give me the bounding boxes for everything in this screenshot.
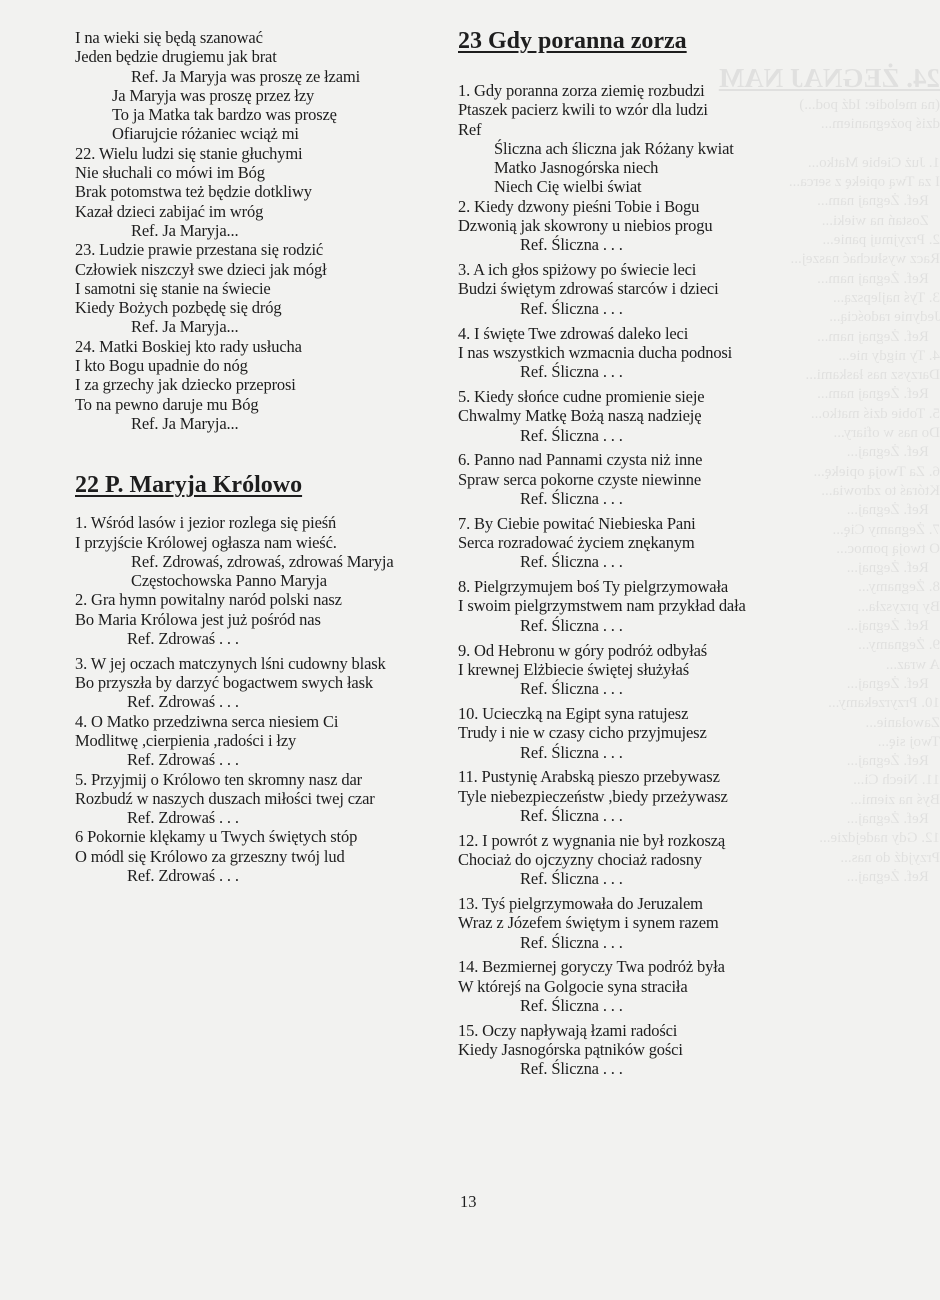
verse-line: 13. Tyś pielgrzymowała do Jeruzalem	[458, 894, 703, 914]
chorus-line: Niech Cię wielbi świat	[494, 177, 642, 197]
verse-line: 14. Bezmiernej goryczy Twa podróż była	[458, 957, 725, 977]
refrain-line: Ofiarujcie różaniec wciąż mi	[112, 124, 299, 144]
verse-line: 15. Oczy napływają łzami radości	[458, 1020, 678, 1040]
verse-line: I kto Bogu upadnie do nóg	[75, 356, 248, 376]
refrain-line: Ref. Śliczna . . .	[520, 996, 623, 1016]
page-number: 13	[460, 1192, 477, 1211]
chorus-line: Matko Jasnogórska niech	[494, 158, 659, 178]
verse-line: Jeden będzie drugiemu jak brat	[75, 47, 277, 67]
verse-line: Brak potomstwa też będzie dotkliwy	[75, 182, 312, 202]
refrain-line: Ref. Śliczna . . .	[520, 615, 623, 635]
left-column	[75, 28, 445, 885]
verse-line: Budzi świętym zdrowaś starców i dzieci	[458, 279, 719, 299]
refrain-line: Ref. Zdrowaś . . .	[127, 750, 239, 770]
verse-line: 6. Panno nad Pannami czysta niż inne	[458, 450, 703, 470]
refrain-line: Częstochowska Panno Maryja	[131, 571, 327, 591]
verse-line: 3. W jej oczach matczynych lśni cudowny blask	[75, 653, 386, 673]
bleed-through-text: 24. ŻEGNAJ NAM (na melodie: Idź pod...) dziś pożegnaniem... 1. Już Ciebie Matko... I za Twą opiekę z serca... Ref. Żegnaj nam... Zostań na wieki... 2. Przyjmuj panie... Racz wysłuchać naszej... Ref. Żegnaj nam... 3. Tyś najlepszą... Jedynie radością... Ref. Żegnaj nam... 4. Ty nigdy nie... Darzysz nas łaskami... Ref. Żegnaj nam... 5. Tobie dziś matko... Do nas w ofiary... Ref. Żegnaj... 6. Za Twoją opiekę... Któraś to zdrowia... Ref. Żegnaj... 7. Żegnamy Cię... O twoją pomoc... Ref. Żegnaj... 8. Żegnamy... By przyszła... Ref. Żegnaj... 9. Żegnamy... A wraz... Ref. Żegnaj... 10. Przyrzekamy... Zawołanie... Twoj się... Ref. Żegnaj... 11. Niech Ci... Byś na ziemi... Ref. Żegnaj... 12. Gdy nadejdzie... Przyjdź do nas... Ref. Żegnaj...	[718, 63, 940, 885]
verse-line: Serca rozradować życiem znękanym	[458, 533, 695, 553]
verse-line: 24. Matki Boskiej kto rady usłucha	[75, 336, 302, 356]
verse-line: 5. Przyjmij o Królowo ten skromny nasz dar	[75, 769, 362, 789]
verse-line: Tyle niebezpieczeństw ,biedy przeżywasz	[458, 786, 728, 806]
verse-line: Wraz z Józefem świętym i synem razem	[458, 913, 719, 933]
verse-line: Rozbudź w naszych duszach miłości twej czar	[75, 788, 375, 808]
refrain-line: Ja Maryja was proszę przez łzy	[112, 85, 315, 105]
verse-line: 7. By Ciebie powitać Niebieska Pani	[458, 513, 696, 533]
refrain-line: Ref. Śliczna . . .	[520, 805, 623, 825]
verse-line: 4. I święte Twe zdrowaś daleko leci	[458, 323, 689, 343]
verse-line: 1. Gdy poranna zorza ziemię rozbudzi	[458, 81, 705, 100]
verse-line: I krewnej Elżbiecie świętej służyłaś	[458, 659, 690, 679]
verse-line: Chwalmy Matkę Bożą naszą nadzieję	[458, 406, 702, 426]
refrain-line: Ref. Śliczna . . .	[520, 742, 623, 762]
refrain-line: Ref. Śliczna . . .	[520, 235, 623, 255]
song-continuation	[75, 28, 445, 433]
verse-line: 10. Ucieczką na Egipt syna ratujesz	[458, 703, 689, 723]
verse-line: 23. Ludzie prawie przestana się rodzić	[75, 240, 324, 260]
refrain-line: Ref. Zdrowaś . . .	[127, 629, 239, 649]
verse-line: 22. Wielu ludzi się stanie głuchymi	[75, 143, 303, 163]
verse-line: Ref	[458, 119, 482, 139]
verse-line: I swoim pielgrzymstwem nam przykład dała	[458, 596, 746, 616]
verse-line: Spraw serca pokorne czyste niewinne	[458, 469, 702, 489]
refrain-line: Ref. Ja Maryja...	[131, 413, 239, 433]
verse-line: 4. O Matko przedziwna serca niesiem Ci	[75, 711, 339, 731]
refrain-line: Ref. Ja Maryja...	[131, 220, 239, 240]
verse-line: To na pewno daruje mu Bóg	[75, 394, 259, 414]
verse-line: I samotni się stanie na świecie	[75, 278, 271, 298]
verse-line: 6 Pokornie klękamy u Twych świętych stóp	[75, 827, 358, 847]
verse-line: 11. Pustynię Arabską pieszo przebywasz	[458, 767, 720, 787]
song-lyrics	[75, 513, 445, 885]
song-lyrics	[458, 81, 878, 1079]
song-title: 22 P. Maryja Królowo	[75, 472, 303, 499]
verse-line: 12. I powrót z wygnania nie był rozkoszą	[458, 830, 726, 850]
verse-line: 2. Kiedy dzwony pieśni Tobie i Bogu	[458, 196, 700, 216]
verse-line: W którejś na Golgocie syna straciła	[458, 976, 688, 996]
refrain-line: Ref. Śliczna . . .	[520, 869, 623, 889]
refrain-line: Ref. Śliczna . . .	[520, 932, 623, 952]
verse-line: Bo przyszła by darzyć bogactwem swych łask	[75, 673, 373, 693]
refrain-line: Ref. Śliczna . . .	[520, 488, 623, 508]
refrain-line: Ref. Zdrowaś . . .	[127, 808, 239, 828]
refrain-line: Ref. Zdrowaś . . .	[127, 866, 239, 886]
verse-line: Kiedy Jasnogórska pątników gości	[458, 1040, 683, 1060]
verse-line: Nie słuchali co mówi im Bóg	[75, 163, 265, 183]
refrain-line: Ref. Śliczna . . .	[520, 552, 623, 572]
refrain-line: Ref. Zdrowaś . . .	[127, 692, 239, 712]
refrain-line: To ja Matka tak bardzo was proszę	[112, 105, 337, 125]
verse-line: Kazał dzieci zabijać im wróg	[75, 201, 264, 221]
refrain-line: Ref. Ja Maryja...	[131, 317, 239, 337]
verse-line: Bo Maria Królowa jest już pośród nas	[75, 609, 321, 629]
verse-line: I za grzechy jak dziecko przeprosi	[75, 375, 296, 395]
refrain-line: Ref. Śliczna . . .	[520, 1059, 623, 1079]
chorus-line: Śliczna ach śliczna jak Różany kwiat	[494, 138, 734, 158]
verse-line: Ptaszek pacierz kwili to wzór dla ludzi	[458, 100, 708, 120]
verse-line: Dzwonią jak skowrony u niebios progu	[458, 216, 713, 236]
song-title: 23 Gdy poranna zorza	[458, 28, 687, 54]
verse-line: Człowiek niszczył swe dzieci jak mógł	[75, 259, 327, 279]
right-column	[458, 28, 878, 1079]
verse-line: I przyjście Królowej ogłasza nam wieść.	[75, 532, 337, 552]
refrain-line: Ref. Śliczna . . .	[520, 679, 623, 699]
verse-line: 9. Od Hebronu w góry podróż odbyłaś	[458, 640, 708, 660]
verse-line: I nas wszystkich wzmacnia ducha podnosi	[458, 342, 733, 362]
verse-line: Chociaż do ojczyzny chociaż radosny	[458, 849, 702, 869]
verse-line: Trudy i nie w czasy cicho przyjmujesz	[458, 723, 707, 743]
verse-line: I na wieki się będą szanować	[75, 28, 263, 47]
refrain-line: Ref. Śliczna . . .	[520, 425, 623, 445]
verse-line: 1. Wśród lasów i jezior rozlega się pieśń	[75, 513, 337, 533]
refrain-line: Ref. Śliczna . . .	[520, 362, 623, 382]
refrain-line: Ref. Zdrowaś, zdrowaś, zdrowaś Maryja	[131, 551, 394, 571]
verse-line: 2. Gra hymn powitalny naród polski nasz	[75, 590, 342, 610]
verse-line: 8. Pielgrzymujem boś Ty pielgrzymowała	[458, 577, 729, 597]
verse-line: 3. A ich głos spiżowy po świecie leci	[458, 260, 697, 280]
refrain-line: Ref. Ja Maryja was proszę ze łzami	[131, 66, 361, 86]
verse-line: Modlitwę ,cierpienia ,radości i łzy	[75, 731, 297, 750]
verse-line: Kiedy Bożych pozbędę się dróg	[75, 298, 282, 318]
refrain-line: Ref. Śliczna . . .	[520, 298, 623, 318]
verse-line: O módl się Królowo za grzeszny twój lud	[75, 846, 345, 866]
verse-line: 5. Kiedy słońce cudne promienie sieje	[458, 386, 705, 406]
